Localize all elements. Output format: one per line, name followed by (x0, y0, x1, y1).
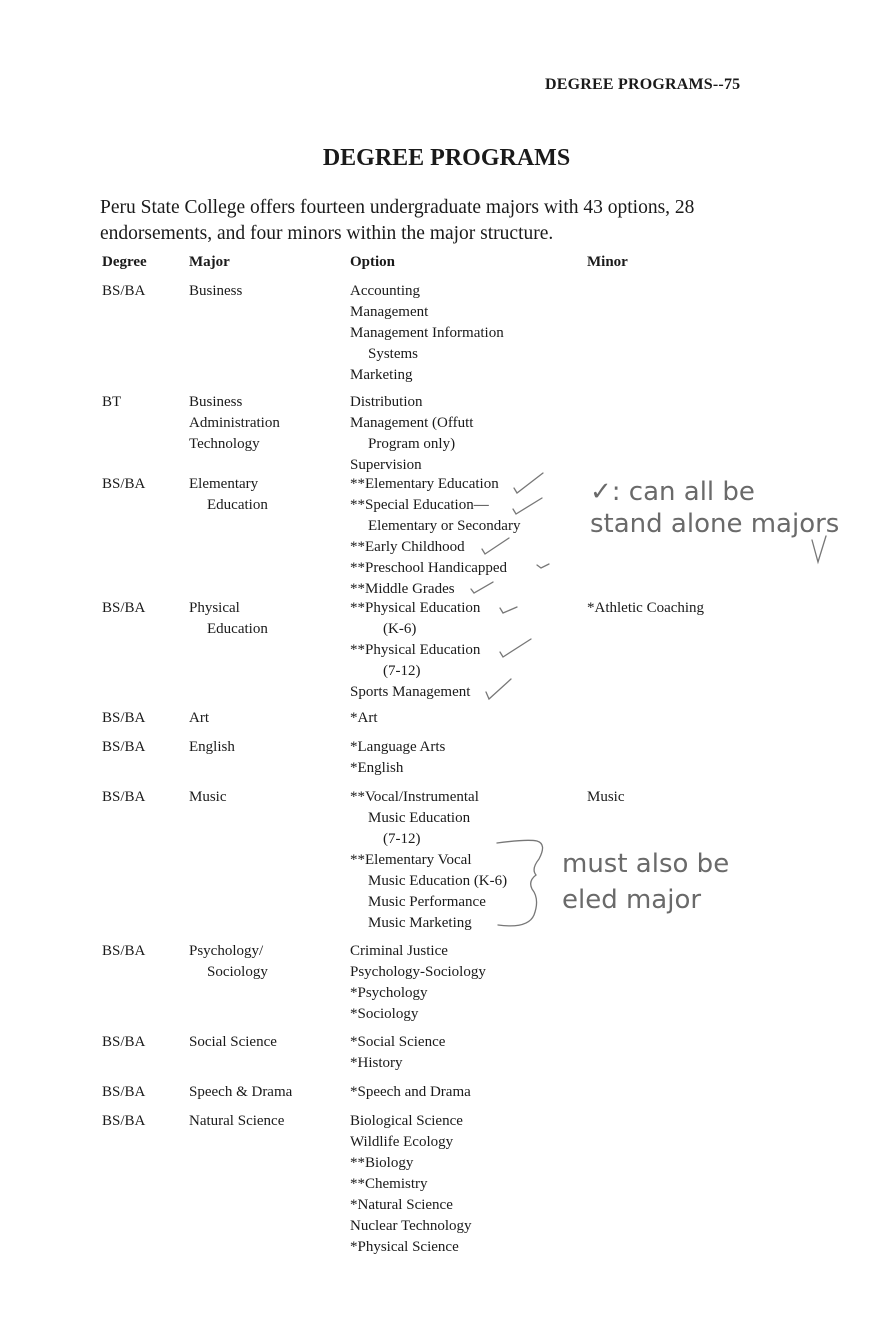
header-degree: Degree (102, 254, 147, 270)
major-line: Elementary (189, 476, 259, 492)
option-line: (K-6) (383, 621, 417, 637)
degree-cell: BS/BA (102, 1084, 146, 1100)
option-line: Accounting (350, 283, 420, 299)
option-line: Marketing (350, 367, 413, 383)
option-line: *Language Arts (350, 739, 446, 755)
option-line: *Art (350, 710, 378, 726)
major-line: Social Science (189, 1034, 277, 1050)
option-line: Biological Science (350, 1113, 463, 1129)
major-line: Business (189, 394, 243, 410)
option-line: Sports Management (350, 684, 471, 700)
major-line: Sociology (207, 964, 268, 980)
major-line: Music (189, 789, 227, 805)
option-line: Criminal Justice (350, 943, 448, 959)
option-line: *Psychology (350, 985, 428, 1001)
option-line: Wildlife Ecology (350, 1134, 454, 1150)
bracket-icon (497, 840, 543, 926)
intro-paragraph: Peru State College offers fourteen undergraduate majors with 43 options, 28 endorsements, and four minors within the major structure. (100, 197, 695, 244)
option-line: *History (350, 1055, 403, 1071)
option-line: **Elementary Vocal (350, 852, 472, 868)
option-line: *Speech and Drama (350, 1084, 471, 1100)
option-line: **Biology (350, 1155, 414, 1171)
option-line: *Natural Science (350, 1197, 453, 1213)
header-major: Major (189, 254, 230, 270)
page-title: DEGREE PROGRAMS (322, 145, 571, 171)
option-line: *Social Science (350, 1034, 446, 1050)
running-head: DEGREE PROGRAMS--75 (545, 76, 741, 93)
option-line: Program only) (368, 436, 456, 452)
checkmark-icon (537, 564, 549, 568)
option-line: *Physical Science (350, 1239, 459, 1255)
checkmark-icon (471, 582, 493, 593)
option-line: Music Marketing (368, 915, 472, 931)
degree-cell: BS/BA (102, 283, 146, 299)
checkmark-icon (482, 538, 509, 554)
major-line: Art (189, 710, 209, 726)
degree-cell: BS/BA (102, 943, 146, 959)
major-line: Education (207, 497, 268, 513)
option-line: (7-12) (383, 831, 421, 847)
option-line: Management (Offutt (350, 415, 474, 431)
checkmark-icon (514, 473, 543, 493)
checkmark-icon (812, 536, 826, 562)
option-line: **Preschool Handicapped (350, 560, 508, 576)
option-line: *English (350, 760, 404, 776)
handwritten-note: eled major (562, 885, 702, 915)
option-line: Music Education (K-6) (368, 873, 508, 889)
handwritten-note: ✓: can all be (590, 477, 755, 507)
header-option: Option (350, 254, 396, 270)
checkmark-icon (513, 498, 542, 514)
option-line: Music Education (368, 810, 471, 826)
option-line: **Special Education— (350, 497, 489, 513)
degree-cell: BS/BA (102, 600, 146, 616)
major-line: Physical (189, 600, 240, 616)
option-line: **Middle Grades (350, 581, 455, 597)
option-line: Psychology-Sociology (350, 964, 486, 980)
option-line: Nuclear Technology (350, 1218, 472, 1234)
checkmark-icon (500, 639, 531, 657)
option-line: Supervision (350, 457, 422, 473)
major-line: Administration (189, 415, 280, 431)
handwritten-note: stand alone majors (590, 509, 840, 539)
major-line: Technology (189, 436, 260, 452)
option-line: **Chemistry (350, 1176, 428, 1192)
option-line: **Early Childhood (350, 539, 465, 555)
checkmark-icon (500, 607, 517, 613)
degree-cell: BS/BA (102, 1034, 146, 1050)
option-line: *Sociology (350, 1006, 419, 1022)
degree-cell: BS/BA (102, 739, 146, 755)
option-line: Distribution (350, 394, 423, 410)
header-minor: Minor (587, 254, 628, 270)
option-line: Elementary or Secondary (368, 518, 521, 534)
option-line: **Physical Education (350, 600, 481, 616)
option-line: **Vocal/Instrumental (350, 789, 479, 805)
option-line: **Physical Education (350, 642, 481, 658)
checkmark-icon (486, 679, 511, 699)
degree-cell: BS/BA (102, 789, 146, 805)
handwritten-note: must also be (562, 849, 730, 879)
major-line: Business (189, 283, 243, 299)
degree-cell: BS/BA (102, 1113, 146, 1129)
major-line: Natural Science (189, 1113, 285, 1129)
major-line: Speech & Drama (189, 1084, 293, 1100)
minor-cell: *Athletic Coaching (587, 600, 705, 616)
major-line: English (189, 739, 235, 755)
degree-cell: BS/BA (102, 476, 146, 492)
option-line: (7-12) (383, 663, 421, 679)
minor-cell: Music (587, 789, 625, 805)
option-line: Music Performance (368, 894, 486, 910)
major-line: Education (207, 621, 268, 637)
degree-cell: BT (102, 394, 122, 410)
option-line: Systems (368, 346, 419, 362)
option-line: Management (350, 304, 429, 320)
degree-cell: BS/BA (102, 710, 146, 726)
major-line: Psychology/ (189, 943, 264, 959)
option-line: **Elementary Education (350, 476, 499, 492)
option-line: Management Information (350, 325, 504, 341)
